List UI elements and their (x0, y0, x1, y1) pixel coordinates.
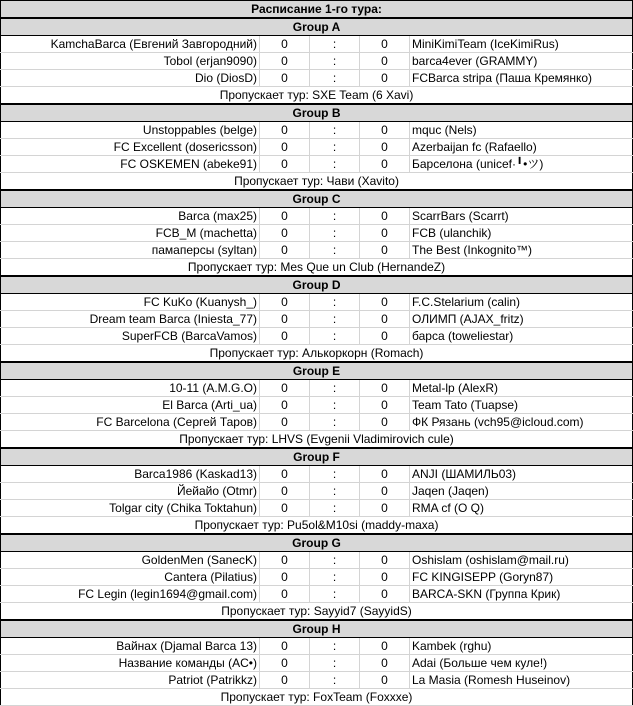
away-team-cell[interactable]: ОЛИМП (AJAX_fritz) (410, 311, 633, 328)
home-score-cell[interactable]: 0 (260, 139, 310, 156)
bye-cell[interactable]: Пропускает тур: Mes Que un Club (HernandeZ) (1, 259, 633, 277)
match-row (1, 414, 633, 431)
match-row (1, 139, 633, 156)
match-row (1, 36, 633, 53)
score-separator-cell[interactable]: : (310, 36, 360, 53)
away-team-cell[interactable]: Kambek (rghu) (410, 638, 633, 655)
match-row (1, 569, 633, 586)
away-team-cell[interactable]: barca4ever (GRAMMY) (410, 53, 633, 70)
home-score-cell[interactable]: 0 (260, 156, 310, 173)
match-row (1, 122, 633, 139)
score-separator-cell[interactable]: : (310, 328, 360, 345)
match-row (1, 311, 633, 328)
away-score-cell[interactable]: 0 (360, 414, 410, 431)
home-score-cell[interactable]: 0 (260, 294, 310, 311)
home-score-cell[interactable]: 0 (260, 328, 310, 345)
away-team-cell[interactable]: Jaqen (Jaqen) (410, 483, 633, 500)
away-team-cell[interactable]: ФК Рязань (vch95@icloud.com) (410, 414, 633, 431)
match-row (1, 208, 633, 225)
match-row (1, 397, 633, 414)
home-team-cell[interactable]: памаперсы (syltan) (1, 242, 260, 259)
group-header-row (1, 190, 633, 208)
home-team-cell[interactable]: FCB_M (machetta) (1, 225, 260, 242)
away-score-cell[interactable]: 0 (360, 638, 410, 655)
away-team-cell[interactable]: Барселона (unicef·╹•ツ) (410, 156, 633, 173)
away-team-cell[interactable]: The Best (Inkognito™) (410, 242, 633, 259)
score-separator-cell[interactable]: : (310, 655, 360, 672)
away-score-cell[interactable]: 0 (360, 655, 410, 672)
group-title[interactable]: Group C (1, 190, 633, 208)
away-team-cell[interactable]: MiniKimiTeam (IceKimiRus) (410, 36, 633, 53)
home-team-cell[interactable]: Patriot (Patrikkz) (1, 672, 260, 689)
home-score-cell[interactable]: 0 (260, 638, 310, 655)
away-score-cell[interactable]: 0 (360, 70, 410, 87)
group-header-row (1, 620, 633, 638)
match-row (1, 380, 633, 397)
home-score-cell[interactable]: 0 (260, 552, 310, 569)
home-score-cell[interactable]: 0 (260, 414, 310, 431)
match-row (1, 70, 633, 87)
score-separator-cell[interactable]: : (310, 70, 360, 87)
away-team-cell[interactable]: барса (toweliestar) (410, 328, 633, 345)
bye-row (1, 603, 633, 621)
home-team-cell[interactable]: Dream team Barca (Iniesta_77) (1, 311, 260, 328)
bye-cell[interactable]: Пропускает тур: SXE Team (6 Xavi) (1, 87, 633, 105)
score-separator-cell[interactable]: : (310, 397, 360, 414)
home-team-cell[interactable]: Вайнах (Djamal Barca 13) (1, 638, 260, 655)
away-team-cell[interactable]: F.C.Stelarium (calin) (410, 294, 633, 311)
away-score-cell[interactable]: 0 (360, 36, 410, 53)
schedule-title[interactable]: Расписание 1-го тура: (1, 1, 633, 19)
score-separator-cell[interactable]: : (310, 122, 360, 139)
score-separator-cell[interactable]: : (310, 638, 360, 655)
score-separator-cell[interactable]: : (310, 294, 360, 311)
group-header-row (1, 104, 633, 122)
match-row (1, 483, 633, 500)
match-row (1, 294, 633, 311)
bye-cell[interactable]: Пропускает тур: Чави (Xavito) (1, 173, 633, 191)
match-row (1, 466, 633, 483)
title-row (1, 1, 633, 19)
away-score-cell[interactable]: 0 (360, 397, 410, 414)
home-team-cell[interactable]: Tobol (erjan9090) (1, 53, 260, 70)
home-score-cell[interactable]: 0 (260, 53, 310, 70)
match-row (1, 500, 633, 517)
score-separator-cell[interactable]: : (310, 380, 360, 397)
away-score-cell[interactable]: 0 (360, 380, 410, 397)
match-row (1, 638, 633, 655)
match-row (1, 53, 633, 70)
group-title[interactable]: Group D (1, 276, 633, 294)
match-row (1, 586, 633, 603)
away-score-cell[interactable]: 0 (360, 225, 410, 242)
home-score-cell[interactable]: 0 (260, 70, 310, 87)
bye-row (1, 517, 633, 535)
match-row (1, 552, 633, 569)
away-score-cell[interactable]: 0 (360, 242, 410, 259)
match-row (1, 655, 633, 672)
home-score-cell[interactable]: 0 (260, 655, 310, 672)
home-team-cell[interactable]: Dio (DiosD) (1, 70, 260, 87)
away-team-cell[interactable]: Adai (Больше чем куле!) (410, 655, 633, 672)
match-row (1, 672, 633, 689)
score-separator-cell[interactable]: : (310, 552, 360, 569)
group-header-row (1, 448, 633, 466)
away-team-cell[interactable]: FC KINGISEPP (Goryn87) (410, 569, 633, 586)
home-team-cell[interactable]: GoldenMen (SanecK) (1, 552, 260, 569)
score-separator-cell[interactable]: : (310, 500, 360, 517)
away-score-cell[interactable]: 0 (360, 500, 410, 517)
bye-cell[interactable]: Пропускает тур: LHVS (Evgenii Vladimirovich cule) (1, 431, 633, 449)
away-score-cell[interactable]: 0 (360, 53, 410, 70)
bye-cell[interactable]: Пропускает тур: Алькоркорн (Romach) (1, 345, 633, 363)
away-score-cell[interactable]: 0 (360, 156, 410, 173)
home-score-cell[interactable]: 0 (260, 36, 310, 53)
home-score-cell[interactable]: 0 (260, 466, 310, 483)
away-team-cell[interactable]: ScarrBars (Scarrt) (410, 208, 633, 225)
away-score-cell[interactable]: 0 (360, 311, 410, 328)
match-row (1, 242, 633, 259)
home-team-cell[interactable]: FC Legin (legin1694@gmail.com) (1, 586, 260, 603)
away-team-cell[interactable]: BARCA-SKN (Группа Крик) (410, 586, 633, 603)
score-separator-cell[interactable]: : (310, 208, 360, 225)
score-separator-cell[interactable]: : (310, 483, 360, 500)
bye-row (1, 431, 633, 449)
away-team-cell[interactable]: Metal-lp (AlexR) (410, 380, 633, 397)
score-separator-cell[interactable]: : (310, 414, 360, 431)
away-score-cell[interactable]: 0 (360, 208, 410, 225)
home-team-cell[interactable]: FC Barcelona (Сергей Таров) (1, 414, 260, 431)
score-separator-cell[interactable]: : (310, 311, 360, 328)
home-score-cell[interactable]: 0 (260, 483, 310, 500)
group-title[interactable]: Group H (1, 620, 633, 638)
home-team-cell[interactable]: FC Excellent (dosericsson) (1, 139, 260, 156)
group-title[interactable]: Group B (1, 104, 633, 122)
home-team-cell[interactable]: Barca (max25) (1, 208, 260, 225)
score-separator-cell[interactable]: : (310, 139, 360, 156)
home-score-cell[interactable]: 0 (260, 569, 310, 586)
away-team-cell[interactable]: mquc (Nels) (410, 122, 633, 139)
home-score-cell[interactable]: 0 (260, 397, 310, 414)
home-score-cell[interactable]: 0 (260, 672, 310, 689)
bye-row (1, 259, 633, 277)
score-separator-cell[interactable]: : (310, 569, 360, 586)
away-score-cell[interactable]: 0 (360, 569, 410, 586)
away-team-cell[interactable]: La Masia (Romesh Huseinov) (410, 672, 633, 689)
bye-cell[interactable]: Пропускает тур: FoxTeam (Foxxxe) (1, 689, 633, 706)
group-header-row (1, 276, 633, 294)
score-separator-cell[interactable]: : (310, 242, 360, 259)
home-score-cell[interactable]: 0 (260, 225, 310, 242)
home-team-cell[interactable]: Йейайо (Otmr) (1, 483, 260, 500)
home-team-cell[interactable]: 10-11 (A.M.G.O) (1, 380, 260, 397)
home-team-cell[interactable]: El Barca (Arti_ua) (1, 397, 260, 414)
score-separator-cell[interactable]: : (310, 156, 360, 173)
match-row (1, 328, 633, 345)
away-team-cell[interactable]: Azerbaijan fc (Rafaello) (410, 139, 633, 156)
away-score-cell[interactable]: 0 (360, 586, 410, 603)
bye-cell[interactable]: Пропускает тур: Pu5ol&M10si (maddy-maxa) (1, 517, 633, 535)
score-separator-cell[interactable]: : (310, 53, 360, 70)
score-separator-cell[interactable]: : (310, 466, 360, 483)
home-team-cell[interactable]: Barca1986 (Kaskad13) (1, 466, 260, 483)
schedule-body (1, 1, 633, 706)
bye-cell[interactable]: Пропускает тур: Sayyid7 (SayyidS) (1, 603, 633, 621)
away-score-cell[interactable]: 0 (360, 294, 410, 311)
away-score-cell[interactable]: 0 (360, 672, 410, 689)
group-title[interactable]: Group G (1, 534, 633, 552)
home-score-cell[interactable]: 0 (260, 586, 310, 603)
bye-row (1, 689, 633, 706)
away-score-cell[interactable]: 0 (360, 483, 410, 500)
away-score-cell[interactable]: 0 (360, 466, 410, 483)
match-row (1, 156, 633, 173)
match-row (1, 225, 633, 242)
home-team-cell[interactable]: Cantera (Pilatius) (1, 569, 260, 586)
away-score-cell[interactable]: 0 (360, 122, 410, 139)
home-score-cell[interactable]: 0 (260, 380, 310, 397)
group-header-row (1, 18, 633, 36)
score-separator-cell[interactable]: : (310, 225, 360, 242)
score-separator-cell[interactable]: : (310, 672, 360, 689)
home-team-cell[interactable]: Tolgar city (Chika Toktahun) (1, 500, 260, 517)
away-team-cell[interactable]: ANJI (ШАМИЛЬ03) (410, 466, 633, 483)
home-score-cell[interactable]: 0 (260, 208, 310, 225)
away-team-cell[interactable]: FCB (ulanchik) (410, 225, 633, 242)
home-score-cell[interactable]: 0 (260, 242, 310, 259)
score-separator-cell[interactable]: : (310, 586, 360, 603)
group-title[interactable]: Group E (1, 362, 633, 380)
group-title[interactable]: Group A (1, 18, 633, 36)
home-team-cell[interactable]: SuperFCB (BarcaVamos) (1, 328, 260, 345)
group-header-row (1, 362, 633, 380)
bye-row (1, 87, 633, 105)
bye-row (1, 173, 633, 191)
home-score-cell[interactable]: 0 (260, 500, 310, 517)
home-team-cell[interactable]: KamchaBarca (Евгений Завгородний) (1, 36, 260, 53)
away-team-cell[interactable]: RMA cf (O Q) (410, 500, 633, 517)
away-score-cell[interactable]: 0 (360, 328, 410, 345)
group-title[interactable]: Group F (1, 448, 633, 466)
home-team-cell[interactable]: FC KuKo (Kuanysh_) (1, 294, 260, 311)
home-team-cell[interactable]: Unstoppables (belge) (1, 122, 260, 139)
home-team-cell[interactable]: FC OSKEMEN (abeke91) (1, 156, 260, 173)
away-team-cell[interactable]: Oshislam (oshislam@mail.ru) (410, 552, 633, 569)
bye-row (1, 345, 633, 363)
home-score-cell[interactable]: 0 (260, 122, 310, 139)
home-team-cell[interactable]: Название команды (AC•) (1, 655, 260, 672)
away-team-cell[interactable]: Team Tato (Tuapse) (410, 397, 633, 414)
away-score-cell[interactable]: 0 (360, 552, 410, 569)
group-header-row (1, 534, 633, 552)
away-score-cell[interactable]: 0 (360, 139, 410, 156)
home-score-cell[interactable]: 0 (260, 311, 310, 328)
away-team-cell[interactable]: FCBarca stripa (Паша Кремянко) (410, 70, 633, 87)
